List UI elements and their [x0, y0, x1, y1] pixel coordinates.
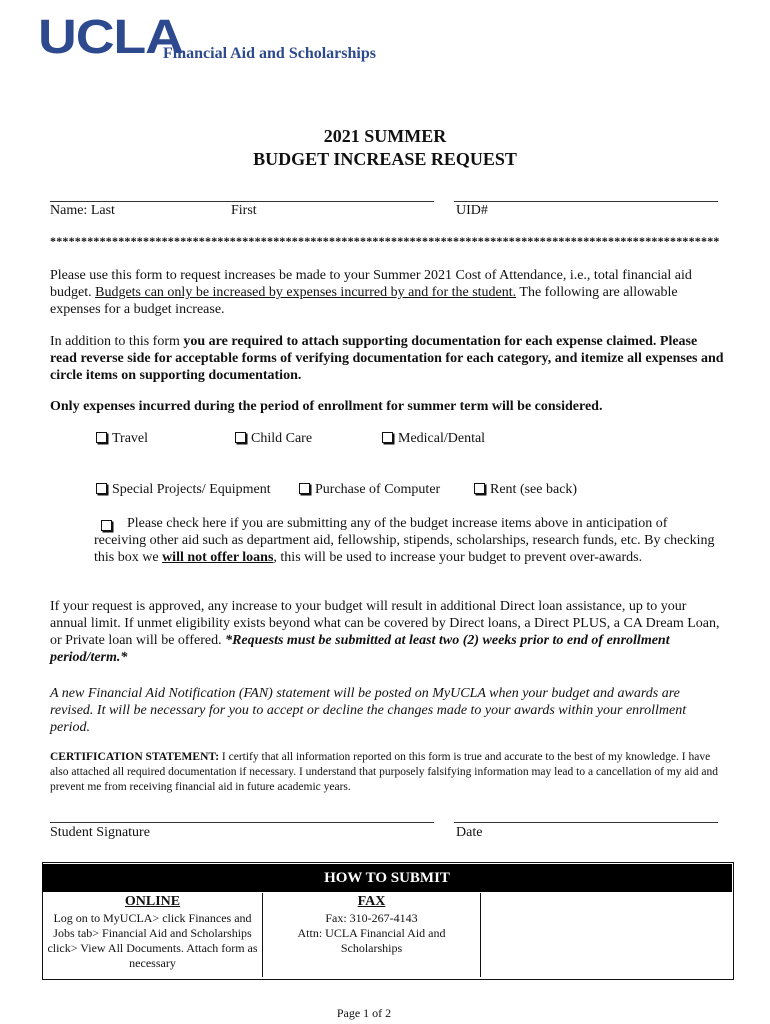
checkbox-icon[interactable]: [96, 483, 107, 494]
checkbox-special-projects[interactable]: [96, 482, 271, 498]
intro-paragraph: [50, 267, 726, 318]
online-instructions: Log on to MyUCLA> click Finances and Jobs tab> Financial Aid and Scholarships click> View All Documents. Attach form as necessary: [47, 911, 258, 970]
form-title-year: 2021 SUMMER: [323, 126, 447, 146]
checkbox-icon[interactable]: [382, 432, 393, 443]
student-signature-label: Student Signature: [50, 825, 150, 840]
date-line[interactable]: [454, 822, 718, 823]
checkbox-icon[interactable]: [235, 432, 246, 443]
name-field-line[interactable]: [50, 201, 434, 202]
anticipation-bold: will not offer loans: [162, 550, 274, 565]
ucla-logo: UCLA: [38, 11, 183, 64]
date-label: Date: [456, 825, 483, 840]
approval-text: If your request is approved, any increase to your budget will result in additional Direct loan assistance, up to your annual limit. If unmet eligibility exists beyond what can be covered by Direct loans, a Direct PLUS, a CA Dream Loan, or Private loan will be offered.: [50, 599, 720, 648]
requirement-paragraph: [50, 333, 726, 384]
certification-statement: [50, 750, 730, 795]
fax-title: FAX: [357, 894, 386, 909]
online-title: ONLINE: [124, 894, 181, 909]
separator: ************************************************************************************************************: [50, 234, 720, 248]
checkbox-travel[interactable]: [96, 431, 148, 447]
name-last-label: Name: Last: [50, 203, 115, 218]
anticipation-text-2: , this will be used to increase your budget to prevent over-awards.: [273, 550, 643, 565]
checkbox-computer-label: Purchase of Computer: [315, 482, 441, 497]
uid-field-line[interactable]: [454, 201, 718, 202]
enrollment-note: Only expenses incurred during the period of enrollment for summer term will be considered.: [50, 399, 603, 414]
department-name: Financial Aid and Scholarships: [163, 45, 376, 62]
uid-label: UID#: [456, 203, 488, 218]
checkbox-medical-label: Medical/Dental: [398, 431, 486, 446]
checkbox-rent-label: Rent (see back): [490, 482, 578, 497]
anticipation-paragraph: [94, 515, 722, 566]
fan-note: A new Financial Aid Notification (FAN) statement will be posted on MyUCLA when your budget and awards are revised. It will be necessary for you to accept or decline the changes made to your awards within your enrollment period.: [50, 686, 687, 735]
fax-number: Fax: 310-267-4143: [325, 911, 418, 925]
intro-underlined: Budgets can only be increased by expenses incurred by and for the student.: [95, 285, 517, 300]
checkbox-computer[interactable]: [299, 482, 440, 498]
checkbox-rent[interactable]: [474, 482, 577, 498]
approval-paragraph: [50, 598, 726, 666]
certification-label: CERTIFICATION STATEMENT:: [50, 751, 220, 763]
checkbox-child-care[interactable]: [235, 431, 312, 447]
checkbox-icon[interactable]: [96, 432, 107, 443]
intro-text-1: Please use this form to request increases be made to your Summer 2021 Cost of Attendance, i.e., total financial aid budget.: [50, 268, 692, 300]
signature-line[interactable]: [50, 822, 434, 823]
anticipation-text-1: Please check here if you are submitting any of the budget increase items above in anticipation of receiving other aid such as department aid, fellowship, stipends, scholarships, research funds, etc. By checking this box we: [94, 516, 715, 565]
requirement-bold: you are required to attach supporting documentation for each expense claimed. Please read reverse side for acceptable forms of verifying documentation for each category, and itemize all expenses and circle items on supporting documentation.: [50, 334, 724, 383]
checkbox-child-care-label: Child Care: [251, 431, 313, 446]
checkbox-travel-label: Travel: [112, 431, 149, 446]
checkbox-medical[interactable]: [382, 431, 485, 447]
intro-text-2: The following are allowable expenses for a budget increase.: [50, 285, 678, 317]
checkbox-icon[interactable]: [474, 483, 485, 494]
name-first-label: First: [231, 203, 257, 218]
requirement-text: In addition to this form: [50, 334, 184, 349]
fax-attention: Attn: UCLA Financial Aid and Scholarships: [297, 926, 446, 955]
online-column: [43, 893, 263, 977]
fax-column: [263, 893, 481, 977]
how-to-submit-heading: HOW TO SUBMIT: [42, 864, 732, 892]
checkbox-icon[interactable]: [299, 483, 310, 494]
checkbox-special-projects-label: Special Projects/ Equipment: [112, 482, 271, 497]
approval-deadline: *Requests must be submitted at least two (2) weeks prior to end of enrollment period/term.*: [50, 633, 670, 665]
page-number: Page 1 of 2: [336, 1006, 392, 1020]
form-title: BUDGET INCREASE REQUEST: [253, 149, 517, 169]
certification-text: I certify that all information reported on this form is true and accurate to the best of my knowledge. I have also attached all required documentation if necessary. I understand that purposely falsifying information may lead to a cancellation of my aid and prevent me from receiving financial aid in future academic years.: [50, 751, 718, 793]
